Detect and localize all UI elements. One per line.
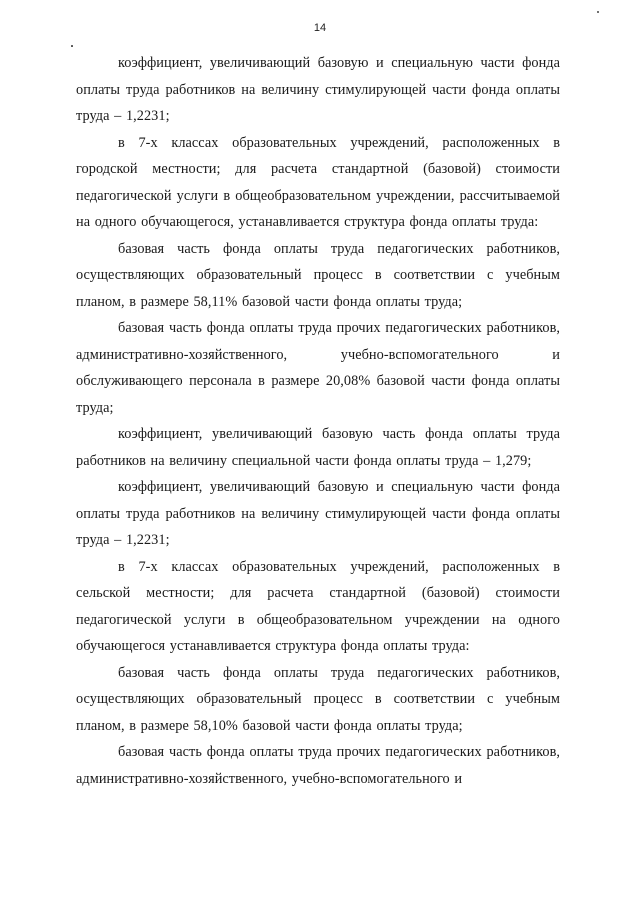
paragraph-special-coefficient-urban: коэффициент, увеличивающий базовую часть фонда оплаты труда работников на величину специальной части фонда оплаты труда – 1,279; [76, 426, 560, 469]
paragraph-other-staff-share-urban: базовая часть фонда оплаты труда прочих педагогических работников, административно-хозяйственного, учебно-вспомогательного и обслуживающего персонала в размере 20,08% базовой части фонда оплаты труда; [76, 320, 560, 416]
paragraph-grade7-rural-intro: в 7-х классах образовательных учреждений, расположенных в сельской местности; для расчета стандартной (базовой) стоимости педагогической услуги в общеобразовательном учреждении на одного обучающегося устанавливается структура фонда оплаты труда: [76, 558, 560, 654]
paragraph-pedagogical-staff-share-rural: базовая часть фонда оплаты труда педагогических работников, осуществляющих образовательный процесс в соответствии с учебным планом, в размере 58,10% базовой части фонда оплаты труда; [76, 664, 560, 734]
scan-speck [71, 45, 73, 47]
page-number: 14 [313, 22, 327, 34]
document-body [76, 50, 560, 792]
paragraph-other-staff-share-rural: базовая часть фонда оплаты труда прочих педагогических работников, административно-хозяйственного, учебно-вспомогательного и [76, 744, 560, 787]
paragraph-grade7-urban-intro: в 7-х классах образовательных учреждений, расположенных в городской местности; для расчета стандартной (базовой) стоимости педагогической услуги в общеобразовательном учреждении, рассчитываемой на одного обучающегося, устанавливается структура фонда оплаты труда: [76, 134, 560, 230]
scan-speck [597, 11, 599, 13]
paragraph-pedagogical-staff-share-urban: базовая часть фонда оплаты труда педагогических работников, осуществляющих образовательный процесс в соответствии с учебным планом, в размере 58,11% базовой части фонда оплаты труда; [76, 240, 560, 310]
paragraph-stimulating-coefficient-urban: коэффициент, увеличивающий базовую и специальную части фонда оплаты труда работников на величину стимулирующей части фонда оплаты труда – 1,2231; [76, 55, 560, 124]
paragraph-stimulating-coefficient-urban-2: коэффициент, увеличивающий базовую и специальную части фонда оплаты труда работников на величину стимулирующей части фонда оплаты труда – 1,2231; [76, 479, 560, 548]
